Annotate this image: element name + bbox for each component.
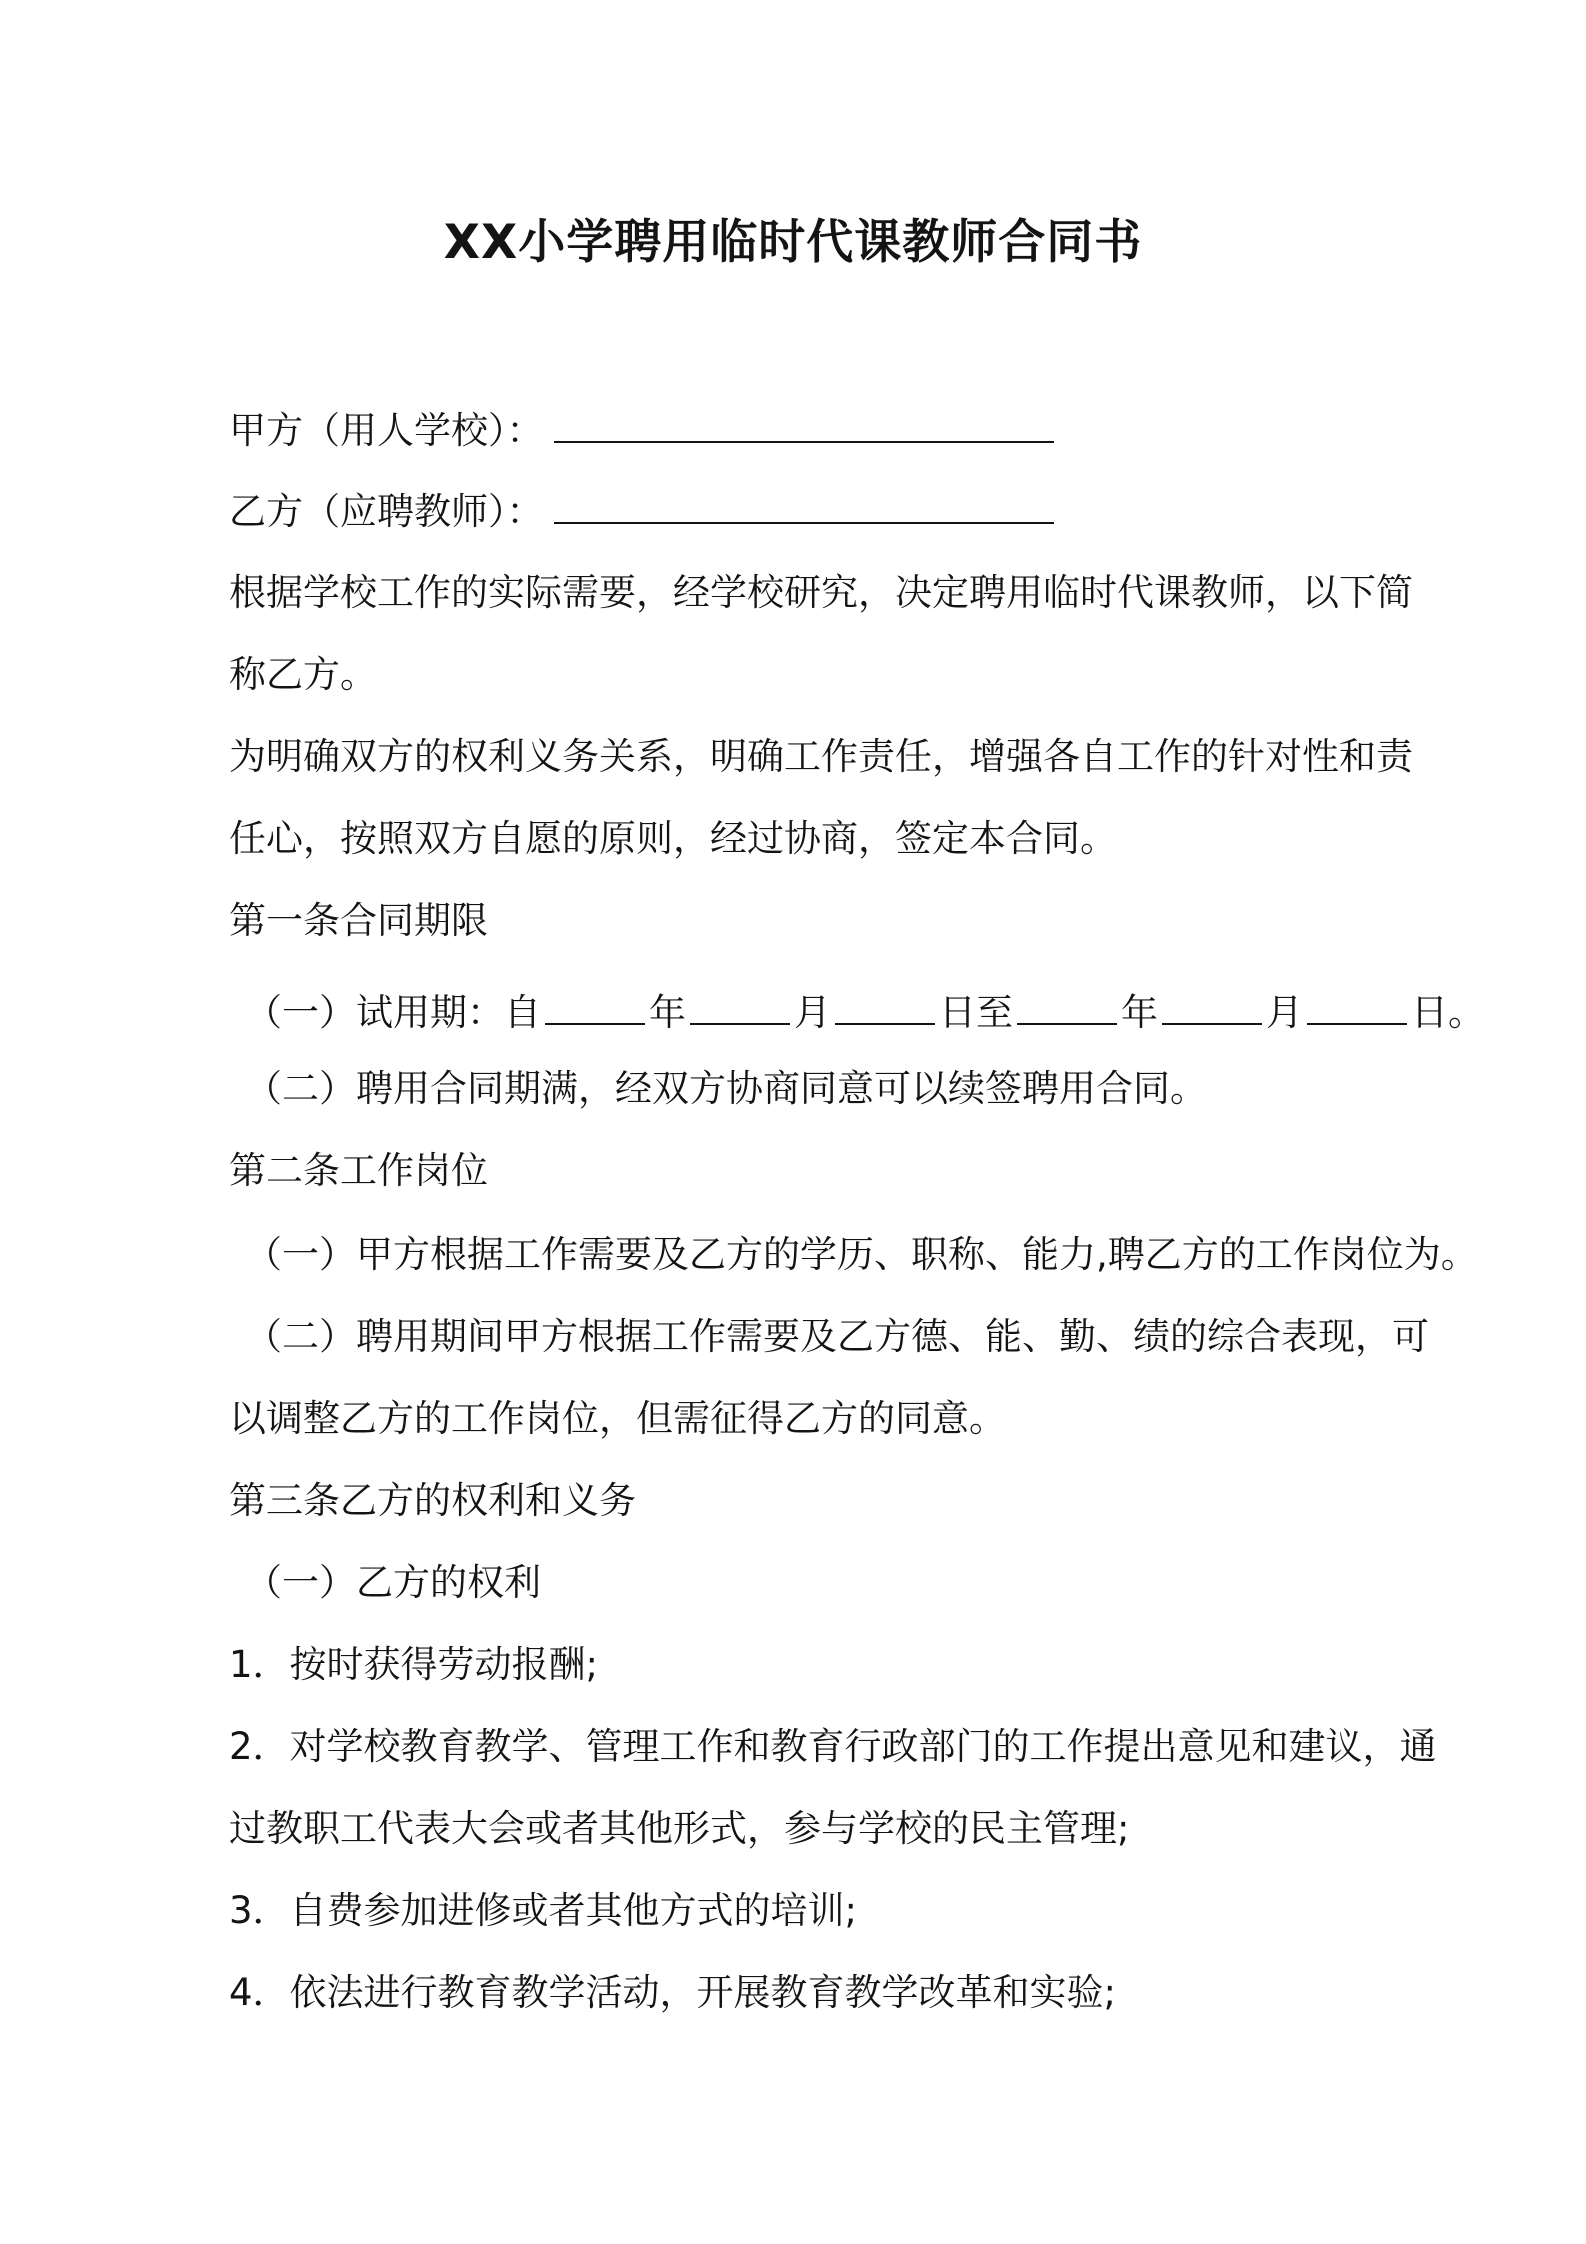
date-unit: 月 <box>1266 991 1303 1034</box>
intro-paragraph-1-line-2: 称乙方。 <box>229 653 377 696</box>
date-blank <box>1307 989 1407 1025</box>
rights-item-2-line-1: 2．对学校教育教学、管理工作和教育行政部门的工作提出意见和建议，通 <box>229 1725 1437 1768</box>
rights-item-3: 3．自费参加进修或者其他方式的培训; <box>229 1889 858 1932</box>
date-blank <box>690 989 790 1025</box>
party-b-label: 乙方（应聘教师）： <box>229 490 544 533</box>
date-blank <box>835 989 935 1025</box>
article-1-item-1 <box>245 989 1485 1037</box>
article-1-item-2: （二）聘用合同期满，经双方协商同意可以续签聘用合同。 <box>245 1067 1207 1110</box>
party-b-line <box>229 488 1054 536</box>
date-unit: 日。 <box>1411 991 1485 1034</box>
date-unit: 年 <box>1121 991 1158 1034</box>
date-blank <box>545 989 645 1025</box>
article-2-item-2-line-1: （二）聘用期间甲方根据工作需要及乙方德、能、勤、绩的综合表现，可 <box>245 1315 1429 1358</box>
date-unit: 月 <box>794 991 831 1034</box>
article-1-heading: 第一条合同期限 <box>229 899 488 942</box>
article-3-subheading-rights: （一）乙方的权利 <box>245 1561 541 1604</box>
rights-item-1: 1．按时获得劳动报酬; <box>229 1643 599 1686</box>
party-a-label: 甲方（用人学校）： <box>229 409 544 452</box>
party-a-blank <box>554 407 1054 443</box>
party-b-blank <box>554 488 1054 524</box>
date-blank <box>1017 989 1117 1025</box>
rights-item-4: 4．依法进行教育教学活动，开展教育教学改革和实验; <box>229 1971 1117 2014</box>
article-3-heading: 第三条乙方的权利和义务 <box>229 1479 636 1522</box>
article-2-item-2-line-2: 以调整乙方的工作岗位，但需征得乙方的同意。 <box>229 1397 1006 1440</box>
intro-paragraph-1-line-1: 根据学校工作的实际需要，经学校研究，决定聘用临时代课教师，以下简 <box>229 571 1413 614</box>
rights-item-2-line-2: 过教职工代表大会或者其他形式，参与学校的民主管理; <box>229 1807 1130 1850</box>
trial-period-prefix: （一）试用期：自 <box>245 991 541 1034</box>
article-2-heading: 第二条工作岗位 <box>229 1149 488 1192</box>
document-title: XX小学聘用临时代课教师合同书 <box>443 215 1143 270</box>
party-a-line <box>229 407 1054 455</box>
date-unit: 年 <box>649 991 686 1034</box>
date-unit: 日至 <box>939 991 1013 1034</box>
intro-paragraph-2-line-1: 为明确双方的权利义务关系，明确工作责任，增强各自工作的针对性和责 <box>229 735 1413 778</box>
date-blank <box>1162 989 1262 1025</box>
intro-paragraph-2-line-2: 任心，按照双方自愿的原则，经过协商，签定本合同。 <box>229 817 1117 860</box>
article-2-item-1: （一）甲方根据工作需要及乙方的学历、职称、能力,聘乙方的工作岗位为。 <box>245 1233 1478 1276</box>
